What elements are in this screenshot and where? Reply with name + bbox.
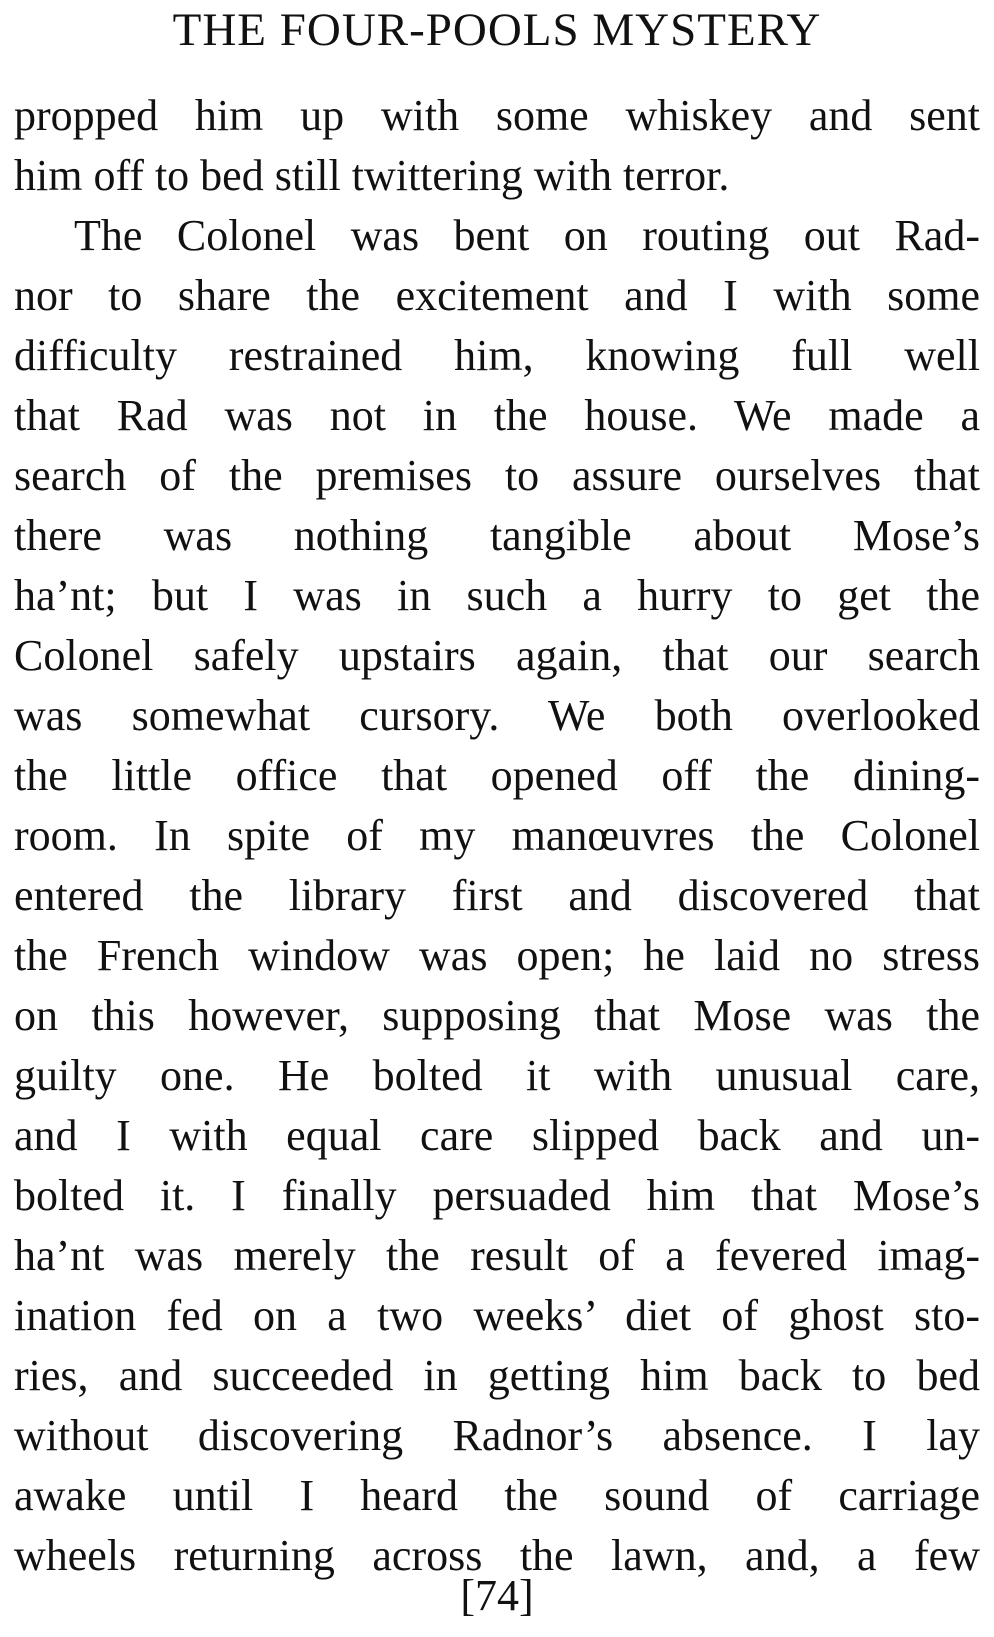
- text-line: was somewhat cursory. We both overlooked: [14, 691, 980, 740]
- text-line: guilty one. He bolted it with unusual care,: [14, 1051, 980, 1100]
- text-line: The Colonel was bent on routing out Rad-: [74, 211, 980, 260]
- text-line: wheels returning across the lawn, and, a few: [14, 1531, 980, 1580]
- text-line: bolted it. I finally persuaded him that Mose’s: [14, 1171, 980, 1220]
- text-line: search of the premises to assure ourselves that: [14, 451, 980, 500]
- text-line: propped him up with some whiskey and sent: [14, 91, 980, 140]
- text-line: there was nothing tangible about Mose’s: [14, 511, 980, 560]
- body-text: [14, 86, 980, 1586]
- text-line: awake until I heard the sound of carriage: [14, 1471, 980, 1520]
- text-line: ries, and succeeded in getting him back to bed: [14, 1351, 980, 1400]
- text-line: entered the library first and discovered that: [14, 871, 980, 920]
- text-line: without discovering Radnor’s absence. I lay: [14, 1411, 980, 1460]
- running-head: THE FOUR-POOLS MYSTERY: [172, 4, 822, 56]
- text-line: on this however, supposing that Mose was the: [14, 991, 980, 1040]
- text-line: that Rad was not in the house. We made a: [14, 391, 980, 440]
- text-line: the little office that opened off the dining-: [14, 751, 980, 800]
- text-line: ha’nt; but I was in such a hurry to get the: [14, 571, 980, 620]
- text-line: and I with equal care slipped back and un-: [14, 1111, 980, 1160]
- text-line: room. In spite of my manœuvres the Colonel: [14, 811, 980, 860]
- text-line: Colonel safely upstairs again, that our search: [14, 631, 980, 680]
- text-line: difficulty restrained him, knowing full well: [14, 331, 980, 380]
- text-line: ha’nt was merely the result of a fevered imag-: [14, 1231, 980, 1280]
- text-line: the French window was open; he laid no stress: [14, 931, 980, 980]
- text-line: him off to bed still twittering with terror.: [14, 151, 730, 200]
- page-number: [74]: [460, 1571, 534, 1620]
- text-line: nor to share the excitement and I with some: [14, 271, 980, 320]
- text-line: ination fed on a two weeks’ diet of ghost sto-: [14, 1291, 980, 1340]
